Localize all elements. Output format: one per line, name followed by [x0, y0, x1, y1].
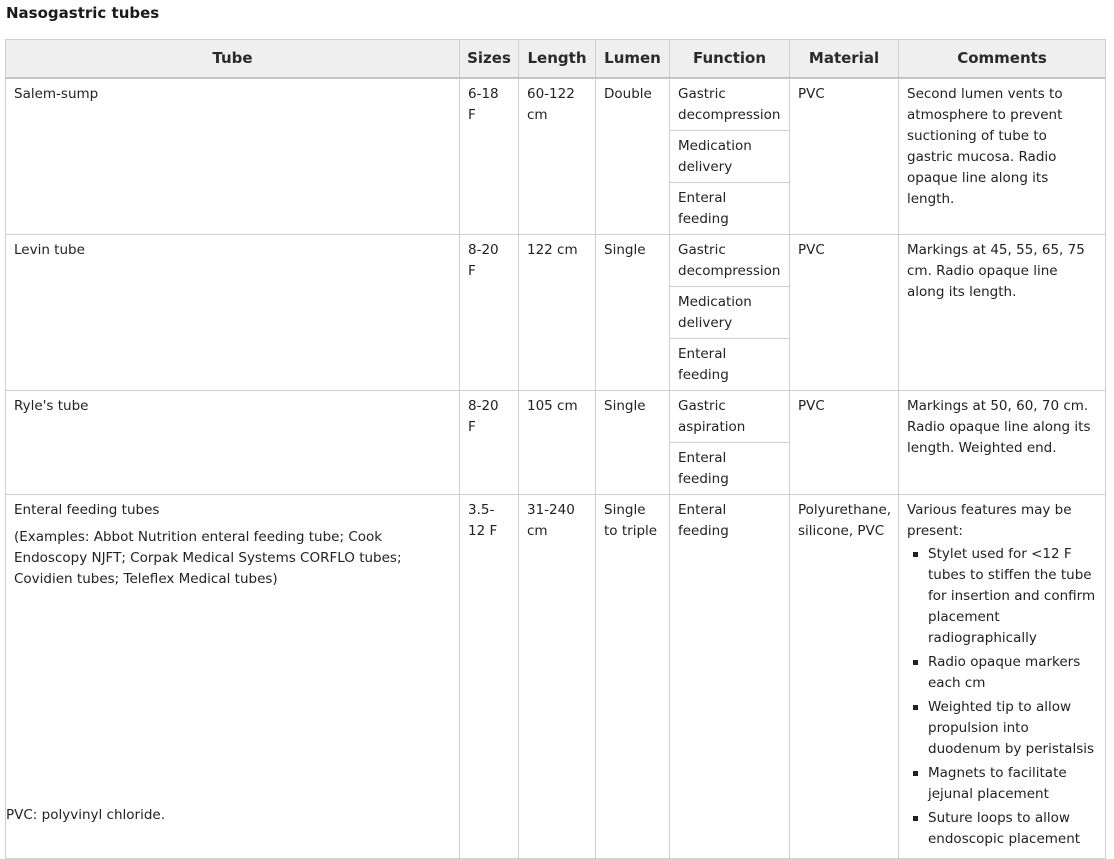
features-list	[907, 544, 1097, 850]
nasogastric-tubes-table	[5, 39, 1106, 859]
bullet-icon	[913, 552, 918, 557]
function-item: Enteral feeding	[678, 346, 729, 383]
tube-material: Polyurethane, silicone, PVC	[798, 502, 892, 539]
list-item	[907, 697, 1097, 760]
function-item: Gastric aspiration	[670, 391, 789, 443]
tube-lumen: Single	[604, 242, 646, 258]
feature-text: Magnets to facilitate jejunal placement	[928, 765, 1067, 802]
feature-text: Weighted tip to allow propulsion into duodenum by peristalsis	[928, 699, 1095, 757]
list-item	[907, 544, 1097, 649]
header-sizes: Sizes	[460, 40, 519, 79]
tube-lumen: Single	[604, 398, 646, 414]
bullet-icon	[913, 705, 918, 710]
header-length: Length	[519, 40, 596, 79]
tube-lumen: Double	[604, 86, 652, 102]
header-comments: Comments	[899, 40, 1106, 79]
list-item	[907, 763, 1097, 805]
list-item	[907, 652, 1097, 694]
tube-comments: Markings at 50, 60, 70 cm. Radio opaque line along its length. Weighted end.	[907, 398, 1091, 456]
tube-length: 60-122 cm	[527, 86, 575, 123]
tube-name: Enteral feeding tubes	[14, 502, 160, 518]
footnote: PVC: polyvinyl chloride.	[6, 807, 165, 823]
table-header-row	[6, 40, 1106, 79]
tube-examples: (Examples: Abbot Nutrition enteral feeding tube; Cook Endoscopy NJFT; Corpak Medical Systems CORFLO tubes; Covidien tubes; Teleflex Medical tubes)	[14, 529, 402, 587]
table-row	[6, 235, 1106, 391]
comments-intro: Various features may be present:	[907, 502, 1072, 539]
tube-length: 31-240 cm	[527, 502, 575, 539]
header-tube: Tube	[6, 40, 460, 79]
tube-material: PVC	[798, 242, 825, 258]
tube-sizes: 8-20 F	[468, 398, 499, 435]
function-item: Medication delivery	[670, 287, 789, 339]
function-item: Medication delivery	[670, 131, 789, 183]
tube-length: 105 cm	[527, 398, 578, 414]
header-function: Function	[670, 40, 790, 79]
tube-sizes: 8-20 F	[468, 242, 499, 279]
tube-name: Ryle's tube	[14, 398, 89, 414]
table-row	[6, 495, 1106, 859]
feature-text: Radio opaque markers each cm	[928, 654, 1081, 691]
feature-text: Stylet used for <12 F tubes to stiffen the tube for insertion and confirm placement radiographically	[928, 546, 1096, 646]
tube-lumen: Single to triple	[604, 502, 658, 539]
tube-sizes: 6-18 F	[468, 86, 499, 123]
tube-comments: Markings at 45, 55, 65, 75 cm. Radio opaque line along its length.	[907, 242, 1085, 300]
bullet-icon	[913, 771, 918, 776]
bullet-icon	[913, 816, 918, 821]
header-material: Material	[790, 40, 899, 79]
function-item: Enteral feeding	[678, 190, 729, 227]
function-item: Gastric decompression	[670, 79, 789, 131]
function-item: Enteral feeding	[678, 502, 729, 539]
page-title: Nasogastric tubes	[6, 4, 160, 22]
tube-length: 122 cm	[527, 242, 578, 258]
tube-sizes: 3.5-12 F	[468, 502, 498, 539]
bullet-icon	[913, 660, 918, 665]
function-item: Enteral feeding	[678, 450, 729, 487]
feature-text: Suture loops to allow endoscopic placement	[928, 810, 1081, 847]
table-row	[6, 391, 1106, 495]
tube-name: Levin tube	[14, 242, 85, 258]
function-item: Gastric decompression	[670, 235, 789, 287]
tube-name: Salem-sump	[14, 86, 99, 102]
tube-material: PVC	[798, 398, 825, 414]
list-item	[907, 808, 1097, 850]
tube-material: PVC	[798, 86, 825, 102]
table-row	[6, 78, 1106, 235]
header-lumen: Lumen	[596, 40, 670, 79]
tube-comments: Second lumen vents to atmosphere to prevent suctioning of tube to gastric mucosa. Radio opaque line along its length.	[907, 86, 1063, 207]
